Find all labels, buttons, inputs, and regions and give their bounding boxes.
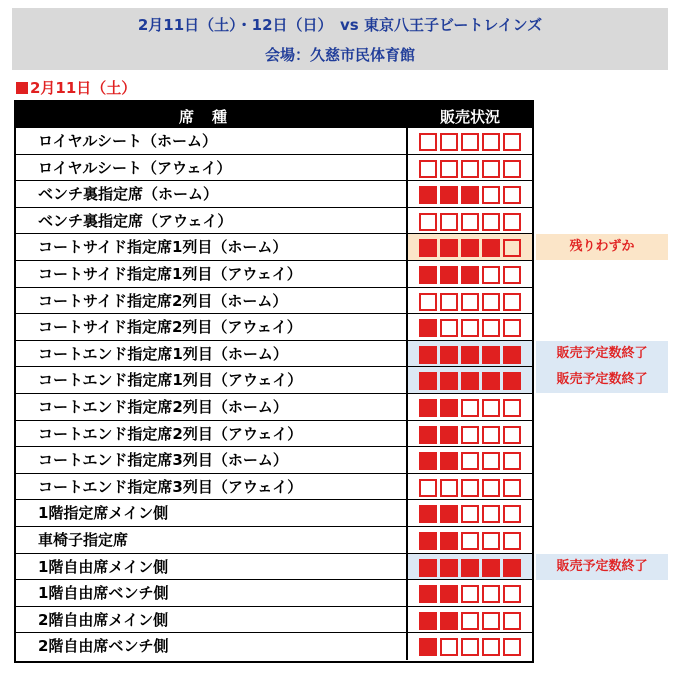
table-row [16,314,532,341]
filled-square-icon [419,319,437,337]
empty-square-icon [482,638,500,656]
sales-status [408,421,532,447]
table-row [16,394,532,421]
filled-square-icon [440,532,458,550]
filled-square-icon [419,559,437,577]
empty-square-icon [461,505,479,523]
empty-square-icon [503,160,521,178]
status-boxes [419,532,521,548]
seat-name: コートエンド指定席1列目（アウェイ） [16,367,408,393]
filled-square-icon [419,612,437,630]
empty-square-icon [482,133,500,151]
filled-square-icon [440,239,458,257]
status-boxes [419,346,521,362]
empty-square-icon [461,426,479,444]
filled-square-icon [419,585,437,603]
empty-square-icon [482,612,500,630]
empty-square-icon [461,213,479,231]
empty-square-icon [503,426,521,444]
seat-name: コートサイド指定席1列目（アウェイ） [16,261,408,287]
filled-square-icon [419,266,437,284]
sales-status [408,341,532,367]
table-row [16,367,532,394]
status-boxes [419,585,521,601]
status-boxes [419,319,521,335]
seat-name: 2階自由席メイン側 [16,607,408,633]
table-body [16,128,532,660]
empty-square-icon [419,160,437,178]
empty-square-icon [482,452,500,470]
status-note: 販売予定数終了 [536,341,668,367]
status-boxes [419,505,521,521]
empty-square-icon [419,293,437,311]
seat-name: コートサイド指定席2列目（アウェイ） [16,314,408,340]
seat-name: 1階自由席ベンチ側 [16,580,408,606]
filled-square-icon [419,452,437,470]
status-boxes [419,638,521,654]
empty-square-icon [503,479,521,497]
seat-name: ベンチ裏指定席（アウェイ） [16,208,408,234]
filled-square-icon [482,346,500,364]
sales-status [408,394,532,420]
empty-square-icon [440,133,458,151]
seat-name: 2階自由席ベンチ側 [16,633,408,660]
filled-square-icon [419,239,437,257]
filled-square-icon [503,346,521,364]
filled-square-icon [419,186,437,204]
empty-square-icon [461,479,479,497]
status-boxes [419,559,521,575]
empty-square-icon [503,266,521,284]
filled-square-icon [503,559,521,577]
filled-square-icon [419,638,437,656]
filled-square-icon [482,372,500,390]
seat-name: 車椅子指定席 [16,527,408,553]
filled-square-icon [419,532,437,550]
table-row [16,500,532,527]
empty-square-icon [461,399,479,417]
status-boxes [419,239,521,255]
table-row [16,208,532,235]
filled-square-icon [440,186,458,204]
seat-name: コートエンド指定席2列目（アウェイ） [16,421,408,447]
filled-square-icon [461,266,479,284]
filled-square-icon [440,346,458,364]
seat-name: ロイヤルシート（アウェイ） [16,155,408,181]
status-note: 残りわずか [536,234,668,260]
seat-name: コートエンド指定席3列目（ホーム） [16,447,408,473]
seat-name: ベンチ裏指定席（ホーム） [16,181,408,207]
table-row [16,554,532,581]
empty-square-icon [482,399,500,417]
empty-square-icon [482,585,500,603]
seat-name: コートサイド指定席1列目（ホーム） [16,234,408,260]
status-boxes [419,426,521,442]
filled-square-icon [440,452,458,470]
empty-square-icon [503,532,521,550]
filled-square-icon [440,612,458,630]
column-header-seat: 席種 [178,108,245,126]
empty-square-icon [503,133,521,151]
status-boxes [419,372,521,388]
empty-square-icon [419,133,437,151]
empty-square-icon [482,266,500,284]
empty-square-icon [419,213,437,231]
empty-square-icon [461,612,479,630]
table-row [16,447,532,474]
empty-square-icon [440,479,458,497]
filled-square-icon [461,372,479,390]
sales-status [408,474,532,500]
empty-square-icon [461,293,479,311]
table-row [16,633,532,660]
filled-square-icon [419,505,437,523]
filled-square-icon [440,399,458,417]
filled-square-icon [440,559,458,577]
seat-status-table [14,100,534,663]
filled-square-icon [461,239,479,257]
status-boxes [419,266,521,282]
filled-square-icon [482,239,500,257]
empty-square-icon [461,532,479,550]
seat-name: 1階指定席メイン側 [16,500,408,526]
empty-square-icon [482,426,500,444]
status-note: 販売予定数終了 [536,367,668,393]
sales-status [408,314,532,340]
filled-square-icon [419,399,437,417]
filled-square-icon [482,559,500,577]
empty-square-icon [461,638,479,656]
event-title: 2月11日（土）・12日（日） vs 東京八王子ビートレインズ [137,16,543,34]
sales-status [408,527,532,553]
event-header [12,8,668,70]
empty-square-icon [419,479,437,497]
sales-status [408,447,532,473]
column-header-status: 販売状況 [439,108,500,126]
empty-square-icon [440,319,458,337]
seat-name: ロイヤルシート（ホーム） [16,128,408,154]
table-row [16,288,532,315]
empty-square-icon [440,293,458,311]
empty-square-icon [503,585,521,603]
status-note: 販売予定数終了 [536,554,668,580]
sales-status [408,554,532,580]
empty-square-icon [503,452,521,470]
table-row [16,421,532,448]
empty-square-icon [482,532,500,550]
table-row [16,607,532,634]
sales-status [408,367,532,393]
filled-square-icon [419,426,437,444]
empty-square-icon [482,213,500,231]
empty-square-icon [482,160,500,178]
sales-status [408,234,532,260]
empty-square-icon [503,213,521,231]
status-boxes [419,399,521,415]
seat-name: 1階自由席メイン側 [16,554,408,580]
seat-name: コートエンド指定席2列目（ホーム） [16,394,408,420]
sales-status [408,580,532,606]
filled-square-icon [461,186,479,204]
status-boxes [419,186,521,202]
table-row [16,580,532,607]
empty-square-icon [440,213,458,231]
table-row [16,341,532,368]
seat-name: コートサイド指定席2列目（ホーム） [16,288,408,314]
empty-square-icon [503,638,521,656]
sales-status [408,181,532,207]
filled-square-icon [419,346,437,364]
table-header [16,102,532,128]
filled-square-icon [503,372,521,390]
empty-square-icon [503,239,521,257]
table-row [16,181,532,208]
empty-square-icon [503,612,521,630]
sales-status [408,208,532,234]
empty-square-icon [440,638,458,656]
empty-square-icon [503,186,521,204]
empty-square-icon [482,186,500,204]
empty-square-icon [503,293,521,311]
table-row [16,474,532,501]
empty-square-icon [503,505,521,523]
date-heading [16,77,136,98]
sales-status [408,155,532,181]
empty-square-icon [482,479,500,497]
status-boxes [419,213,521,229]
empty-square-icon [482,319,500,337]
empty-square-icon [503,399,521,417]
status-boxes [419,479,521,495]
filled-square-icon [440,372,458,390]
filled-square-icon [419,372,437,390]
filled-square-icon [440,585,458,603]
red-square-icon [16,82,28,94]
status-boxes [419,452,521,468]
sales-status [408,261,532,287]
filled-square-icon [440,426,458,444]
empty-square-icon [461,133,479,151]
status-boxes [419,612,521,628]
table-row [16,128,532,155]
sales-status [408,128,532,154]
table-row [16,155,532,182]
empty-square-icon [482,293,500,311]
venue-label: 会場：久慈市民体育館 [264,46,415,64]
status-boxes [419,293,521,309]
date-text: 2月11日（土） [30,79,137,97]
table-row [16,234,532,261]
empty-square-icon [461,452,479,470]
sales-status [408,633,532,660]
filled-square-icon [440,505,458,523]
filled-square-icon [461,559,479,577]
status-boxes [419,160,521,176]
sales-status [408,500,532,526]
table-row [16,261,532,288]
empty-square-icon [461,319,479,337]
filled-square-icon [461,346,479,364]
table-row [16,527,532,554]
seat-name: コートエンド指定席1列目（ホーム） [16,341,408,367]
empty-square-icon [440,160,458,178]
empty-square-icon [503,319,521,337]
filled-square-icon [440,266,458,284]
empty-square-icon [461,160,479,178]
empty-square-icon [461,585,479,603]
seat-name: コートエンド指定席3列目（アウェイ） [16,474,408,500]
status-boxes [419,133,521,149]
sales-status [408,607,532,633]
sales-status [408,288,532,314]
empty-square-icon [482,505,500,523]
